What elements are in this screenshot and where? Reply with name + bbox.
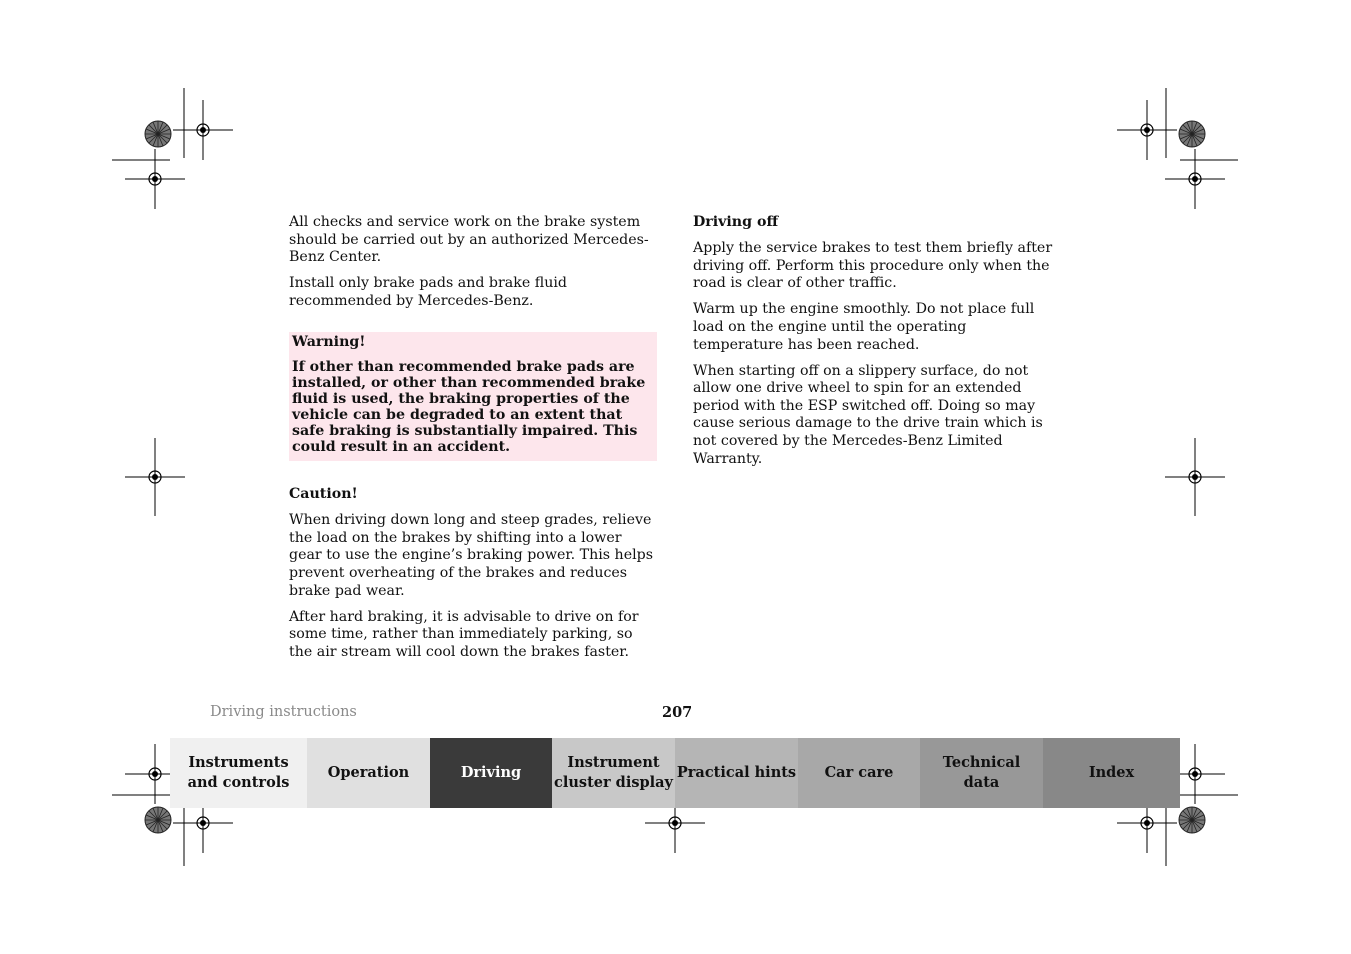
right-column xyxy=(693,214,1061,477)
driving-off-paragraph-warmup: Warm up the engine smoothly. Do not place full load on the engine until the operating temperature has been reached. xyxy=(693,301,1035,353)
intro-paragraph: All checks and service work on the brake system should be carried out by an authorized Mercedes-Benz Center. xyxy=(289,214,649,266)
tab-driving[interactable]: Driving xyxy=(430,738,552,808)
driving-off-heading: Driving off xyxy=(693,214,779,230)
tab-technical-data[interactable]: Technical data xyxy=(920,738,1043,808)
tab-instrument-cluster-display[interactable]: Instrument cluster display xyxy=(552,738,675,808)
warning-body: If other than recommended brake pads are installed, or other than recommended brake fluid is used, the braking properties of the vehicle can be degraded to an extent that safe braking is substantially impaired. This could result in an accident. xyxy=(292,359,646,456)
caution-heading: Caution! xyxy=(289,486,358,503)
tab-index[interactable]: Index xyxy=(1043,738,1180,808)
chapter-tab-bar xyxy=(170,738,1180,808)
driving-off-paragraph-test: Apply the service brakes to test them briefly after driving off. Perform this procedure only when the road is clear of other traffic. xyxy=(693,240,1053,292)
tab-car-care[interactable]: Car care xyxy=(798,738,920,808)
tab-instruments-and-controls[interactable]: Instruments and controls xyxy=(170,738,307,808)
footer-section-title: Driving instructions xyxy=(210,704,357,720)
left-column xyxy=(289,214,657,670)
warning-box xyxy=(289,332,657,461)
warning-title: Warning! xyxy=(292,334,366,351)
tab-practical-hints[interactable]: Practical hints xyxy=(675,738,798,808)
tab-operation[interactable]: Operation xyxy=(307,738,430,808)
caution-paragraph-grades: When driving down long and steep grades, relieve the load on the brakes by shifting into a lower gear to use the engine’s braking power. This helps prevent overheating of the brakes and reduces brake pad wear. xyxy=(289,512,653,599)
driving-off-paragraph-slippery: When starting off on a slippery surface, do not allow one drive wheel to spin for an extended period with the ESP switched off. Doing so may cause serious damage to the drive train which is not covered by the Mercedes-Benz Limited Warranty. xyxy=(693,362,1043,467)
caution-paragraph-hard-braking: After hard braking, it is advisable to drive on for some time, rather than immediately parking, so the air stream will cool down the brakes faster. xyxy=(289,608,639,660)
brake-pads-paragraph: Install only brake pads and brake fluid recommended by Mercedes-Benz. xyxy=(289,275,567,309)
page-number: 207 xyxy=(662,704,693,721)
